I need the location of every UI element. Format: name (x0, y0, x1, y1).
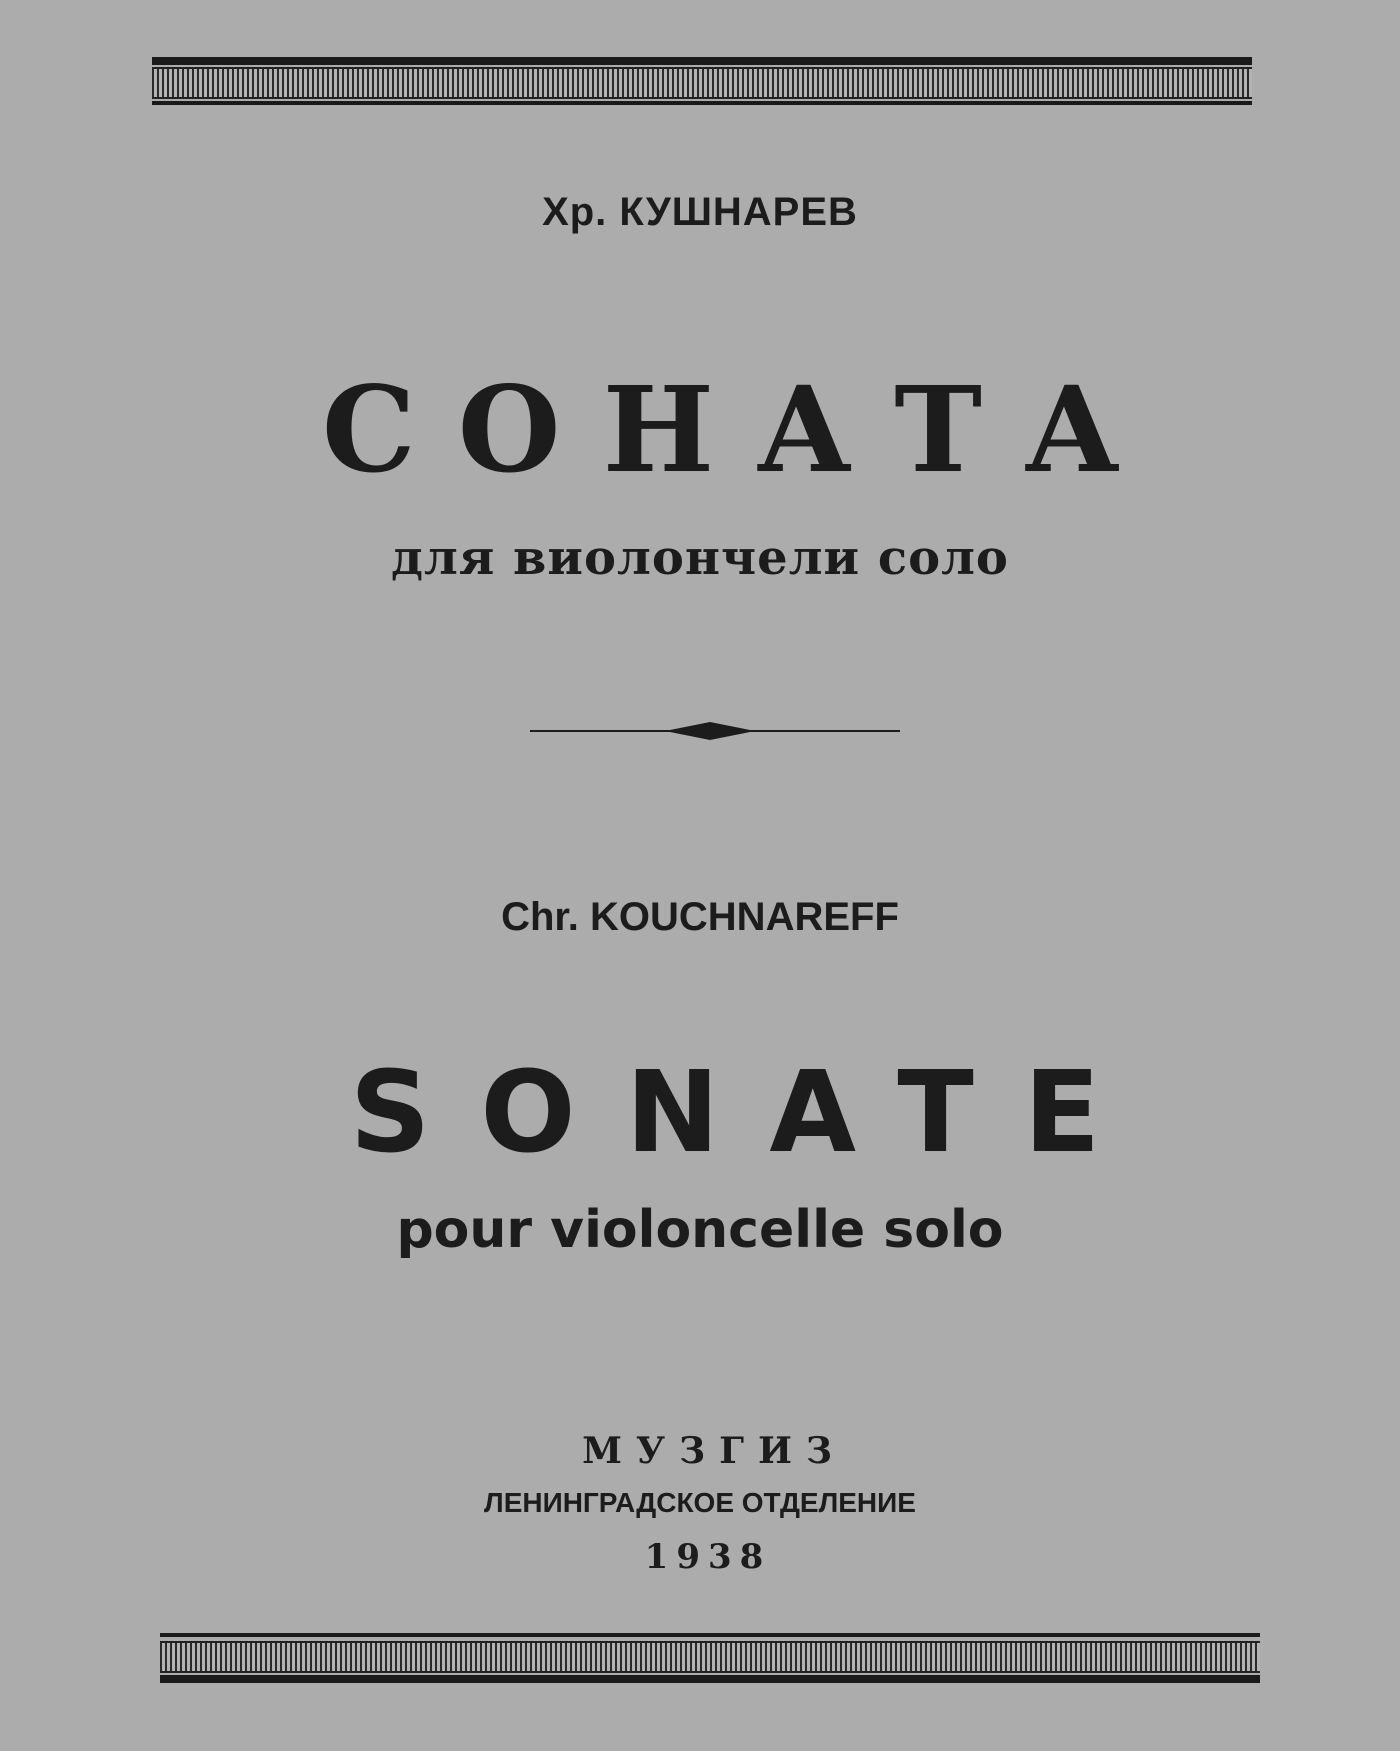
author-name-french: Chr. KOUCHNAREFF (501, 895, 899, 939)
title-french: SONATE (349, 1048, 1151, 1178)
subtitle-russian: для виолончели соло (391, 530, 1009, 586)
publisher-name: МУЗГИЗ (582, 1430, 846, 1472)
top-decorative-rule (152, 57, 1252, 109)
publisher-branch: ЛЕНИНГРАДСКОЕ ОТДЕЛЕНИЕ (484, 1487, 916, 1518)
author-name-russian: Хр. КУШНАРЕВ (542, 190, 858, 234)
diamond-divider-ornament (530, 718, 900, 744)
bottom-decorative-rule (160, 1633, 1260, 1685)
title-russian: СОНАТА (321, 360, 1163, 499)
subtitle-french: pour violoncelle solo (396, 1200, 1004, 1260)
publication-year: 1938 (644, 1537, 772, 1577)
